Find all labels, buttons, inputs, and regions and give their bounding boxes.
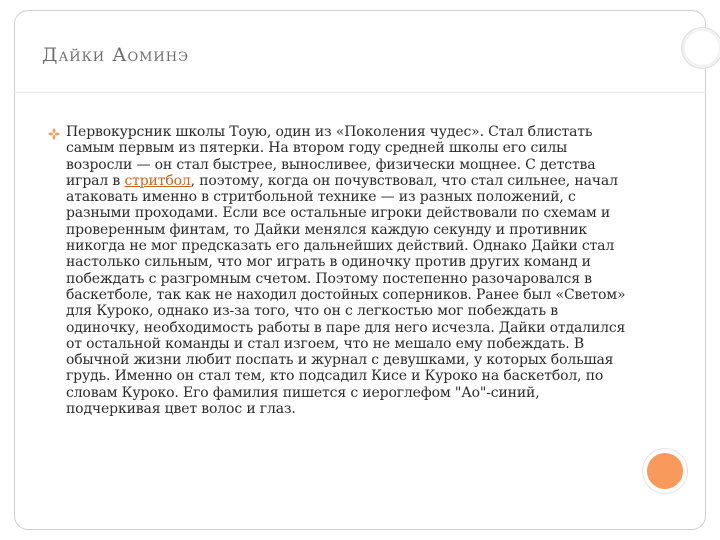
title-divider <box>14 92 706 93</box>
bullet-item <box>44 124 634 417</box>
slide-title: Дайки Аоминэ <box>42 44 190 66</box>
decorative-circle-bottom <box>643 449 687 493</box>
bullet-paragraph <box>66 124 634 417</box>
decorative-circle-top <box>682 28 720 68</box>
paragraph-text-end: , поэтому, когда он почувствовал, что стал сильнее, начал атаковать именно в стритбольной технике — из разных положений, с разными проходами. Если все остальные игроки действовали по схемам и проверенным финтам, то Дайки менялся каждую секунду и противник никогда не мог предсказать его дальнейших действий. Однако Дайки стал настолько сильным, что мог играть в одиночку против других команд и побеждать с разгромным счетом. Поэтому постепенно разочаровался в баскетболе, так как не находил достойных соперников. Ранее был «Светом» для Куроко, однако из-за того, что он с легкостью мог побеждать в одиночку, необходимость работы в паре для него исчезла. Дайки отдалился от остальной команды и стал изгоем, что не мешало ему побеждать. В обычной жизни любит поспать и журнал с девушками, у которых большая грудь. Именно он стал тем, кто подсадил Кисе и Куроко на баскетбол, по словам Куроко. Его фамилия пишется с иероглефом "Ао"-синий, подчеркивая цвет волос и глаз. <box>66 172 626 418</box>
fleuron-icon <box>44 127 64 141</box>
streetball-link[interactable]: стритбол <box>124 172 191 189</box>
paragraph-text-start: Первокурсник школы Тоую, один из «Поколения чудес». Стал блистать самым первым из пятерки. На втором году средней школы его силы возросли — он стал быстрее, выносливее, физически мощнее. С детства играл в <box>66 124 596 189</box>
